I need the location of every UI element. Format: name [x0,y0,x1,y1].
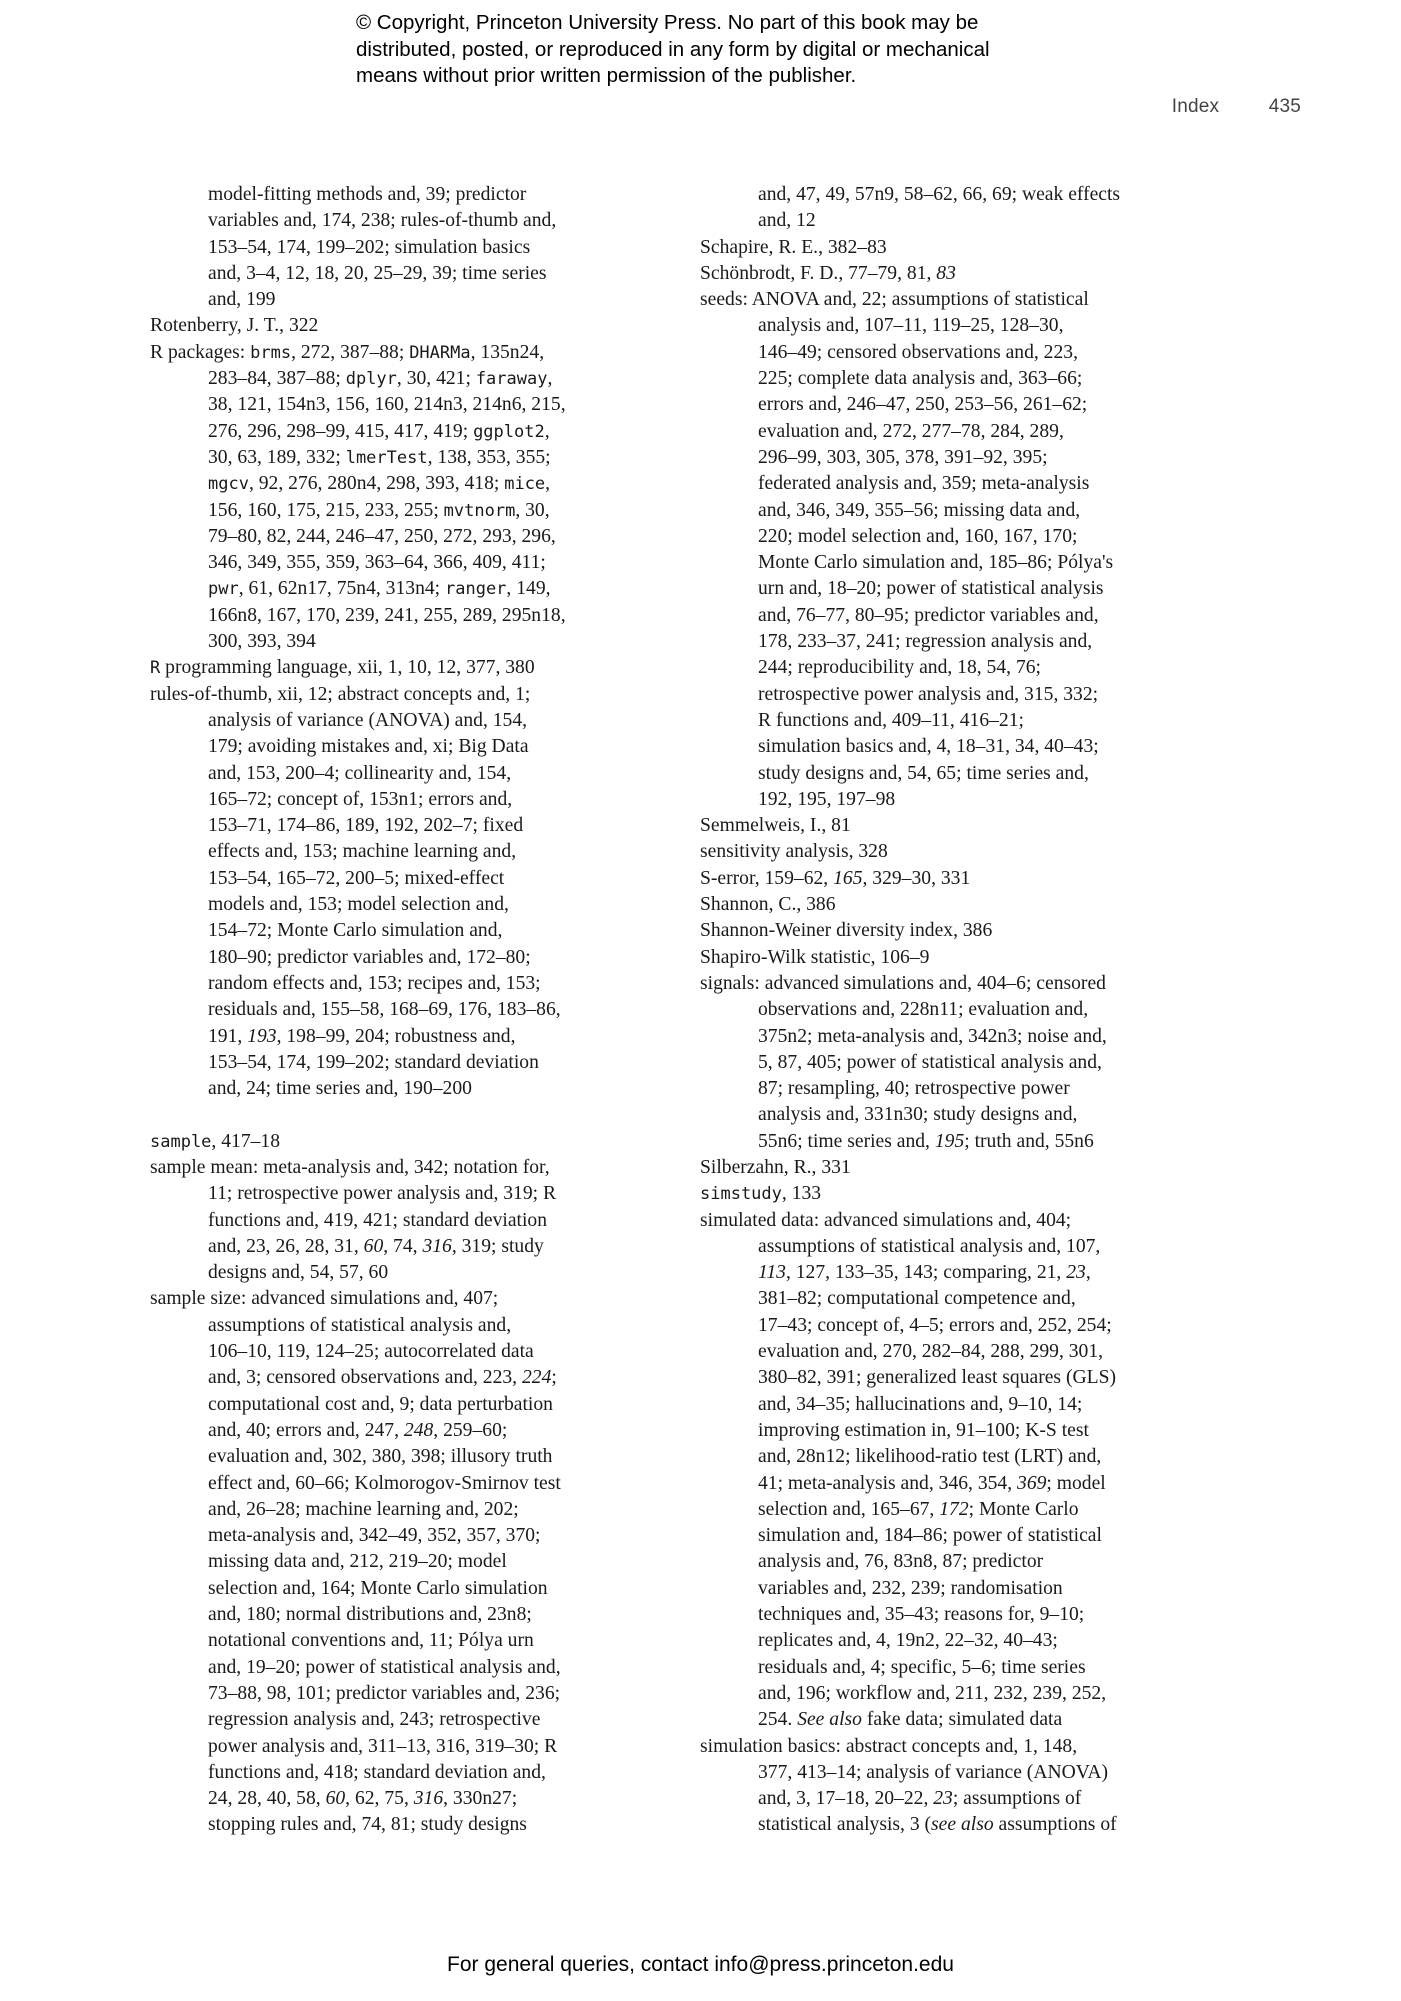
index-entry: and, 47, 49, 57n9, 58–62, 66, 69; weak effects and, 12 [758,184,1121,232]
index-entry: R programming language, xii, 1, 10, 12, 377, 380 [150,657,535,679]
index-entry: simulated data: advanced simulations and, 404; assumptions of statistical analysis and, 107, 113, 127, 133–35, 143; comparing, 21, 23, 381–82; computational competence and, 17–43; concept of, 4–5; errors and, 252, 254; evaluation and, 270, 282–84, 288, 299, 301, 380–82, 391; generalized least squares (GLS) and, 34–35; hallucinations and, 9–10, 14; improving estimation in, 91–100; K-S test and, 28n12; likelihood-ratio test (LRT) and, 41; meta-analysis and, 346, 354, 369; model selection and, 165–67, 172; Monte Carlo simulation and, 184–86; power of statistical analysis and, 76, 83n8, 87; predictor variables and, 232, 239; randomisation techniques and, 35–43; reasons for, 9–10; replicates and, 4, 19n2, 22–32, 40–43; residuals and, 4; specific, 5–6; time series and, 196; workflow and, 211, 232, 239, 252, 254. See also fake data; simulated data [700,1209,1117,1731]
running-head [1172,96,1301,118]
index-entry: seeds: ANOVA and, 22; assumptions of statistical analysis and, 107–11, 119–25, 128–30, 146–49; censored observations and, 223, 225; complete data analysis and, 363–66; errors and, 246–47, 250, 253–56, 261–62; evaluation and, 272, 277–78, 284, 289, 296–99, 303, 305, 378, 391–92, 395; federated analysis and, 359; meta-analysis and, 346, 349, 355–56; missing data and, 220; model selection and, 160, 167, 170; Monte Carlo simulation and, 185–86; Pólya's urn and, 18–20; power of statistical analysis and, 76–77, 80–95; predictor variables and, 178, 233–37, 241; regression analysis and, 244; reproducibility and, 18, 54, 76; retrospective power analysis and, 315, 332; R functions and, 409–11, 416–21; simulation basics and, 4, 18–31, 34, 40–43; study designs and, 54, 65; time series and, 192, 195, 197–98 [700,289,1114,810]
copyright-line: © Copyright, Princeton University Press. No part of this book may be [356,11,979,34]
index-entry: R packages: brms, 272, 387–88; DHARMa, 135n24, 283–84, 387–88; dplyr, 30, 421; faraway, 38, 121, 154n3, 156, 160, 214n3, 214n6, 215, 276, 296, 298–99, 415, 417, 419; ggplot2, 30, 63, 189, 332; lmerTest, 138, 353, 355; mgcv, 92, 276, 280n4, 298, 393, 418; mice, 156, 160, 175, 215, 233, 255; mvtnorm, 30, 79–80, 82, 244, 246–47, 250, 272, 293, 296, 346, 349, 355, 359, 363–64, 366, 409, 411; pwr, 61, 62n17, 75n4, 313n4; ranger, 149, 166n8, 167, 170, 239, 241, 255, 289, 295n18, 300, 393, 394 [150,341,566,653]
index-entry: sample mean: meta-analysis and, 342; notation for, 11; retrospective power analysis and, 319; R functions and, 419, 421; standard deviation and, 23, 26, 28, 31, 60, 74, 316, 319; study designs and, 54, 57, 60 [150,1156,557,1284]
page-number: 435 [1268,96,1301,117]
index-column-right [700,182,1160,1839]
index-entry: model-fitting methods and, 39; predictor variables and, 174, 238; rules-of-thumb and, 153–54, 174, 199–202; simulation basics and, 3–4, 12, 18, 20, 25–29, 39; time series and, 199 [208,184,557,311]
index-entry: signals: advanced simulations and, 404–6; censored observations and, 228n11; evaluation and, 375n2; meta-analysis and, 342n3; noise and, 5, 87, 405; power of statistical analysis and, 87; resampling, 40; retrospective power analysis and, 331n30; study designs and, 55n6; time series and, 195; truth and, 55n6 [700,972,1107,1152]
index-entry: Rotenberry, J. T., 322 [150,315,319,337]
entry-gap [150,1102,612,1128]
index-entry: Semmelweis, I., 81 [700,815,851,837]
copyright-notice [356,10,1116,90]
index-entry: Shannon-Weiner diversity index, 386 [700,920,993,942]
index-entry: sensitivity analysis, 328 [700,841,888,863]
footer-contact: For general queries, contact info@press.princeton.edu [447,1953,954,1976]
index-entry: Silberzahn, R., 331 [700,1156,851,1178]
index-entry: rules-of-thumb, xii, 12; abstract concepts and, 1; analysis of variance (ANOVA) and, 154, 179; avoiding mistakes and, xi; Big Data and, 153, 200–4; collinearity and, 154, 165–72; concept of, 153n1; errors and, 153–71, 174–86, 189, 192, 202–7; fixed effects and, 153; machine learning and, 153–54, 165–72, 200–5; mixed-effect models and, 153; model selection and, 154–72; Monte Carlo simulation and, 180–90; predictor variables and, 172–80; random effects and, 153; recipes and, 153; residuals and, 155–58, 168–69, 176, 183–86, 191, 193, 198–99, 204; robustness and, 153–54, 174, 199–202; standard deviation and, 24; time series and, 190–200 [150,683,561,1100]
section-title: Index [1171,96,1220,117]
index-column-left [150,182,612,1839]
index-entry: simstudy, 133 [700,1183,822,1205]
index-entry: Shannon, C., 386 [700,894,836,916]
copyright-line: distributed, posted, or reproduced in any form by digital or mechanical [356,37,990,61]
index-entry: simulation basics: abstract concepts and, 1, 148, 377, 413–14; analysis of variance (ANOVA) and, 3, 17–18, 20–22, 23; assumptions of statistical analysis, 3 (see also assumptions of [700,1735,1117,1836]
index-entry: sample, 417–18 [150,1130,280,1152]
index-entry: sample size: advanced simulations and, 407; assumptions of statistical analysis and, 106–10, 119, 124–25; autocorrelated data and, 3; censored observations and, 223, 224; computational cost and, 9; data perturbation and, 40; errors and, 247, 248, 259–60; evaluation and, 302, 380, 398; illusory truth effect and, 60–66; Kolmorogov-Smirnov test and, 26–28; machine learning and, 202; meta-analysis and, 342–49, 352, 357, 370; missing data and, 212, 219–20; model selection and, 164; Monte Carlo simulation and, 180; normal distributions and, 23n8; notational conventions and, 11; Pólya urn and, 19–20; power of statistical analysis and, 73–88, 98, 101; predictor variables and, 236; regression analysis and, 243; retrospective power analysis and, 311–13, 316, 319–30; R functions and, 418; standard deviation and, 24, 28, 40, 58, 60, 62, 75, 316, 330n27; stopping rules and, 74, 81; study designs [150,1288,561,1836]
index-entry: S-error, 159–62, 165, 329–30, 331 [700,867,971,889]
index-entry: Schapire, R. E., 382–83 [700,236,887,258]
copyright-line: means without prior written permission of the publisher. [356,64,857,87]
index-entry: Shapiro-Wilk statistic, 106–9 [700,946,930,968]
index-entry: Schönbrodt, F. D., 77–79, 81, 83 [700,262,956,284]
